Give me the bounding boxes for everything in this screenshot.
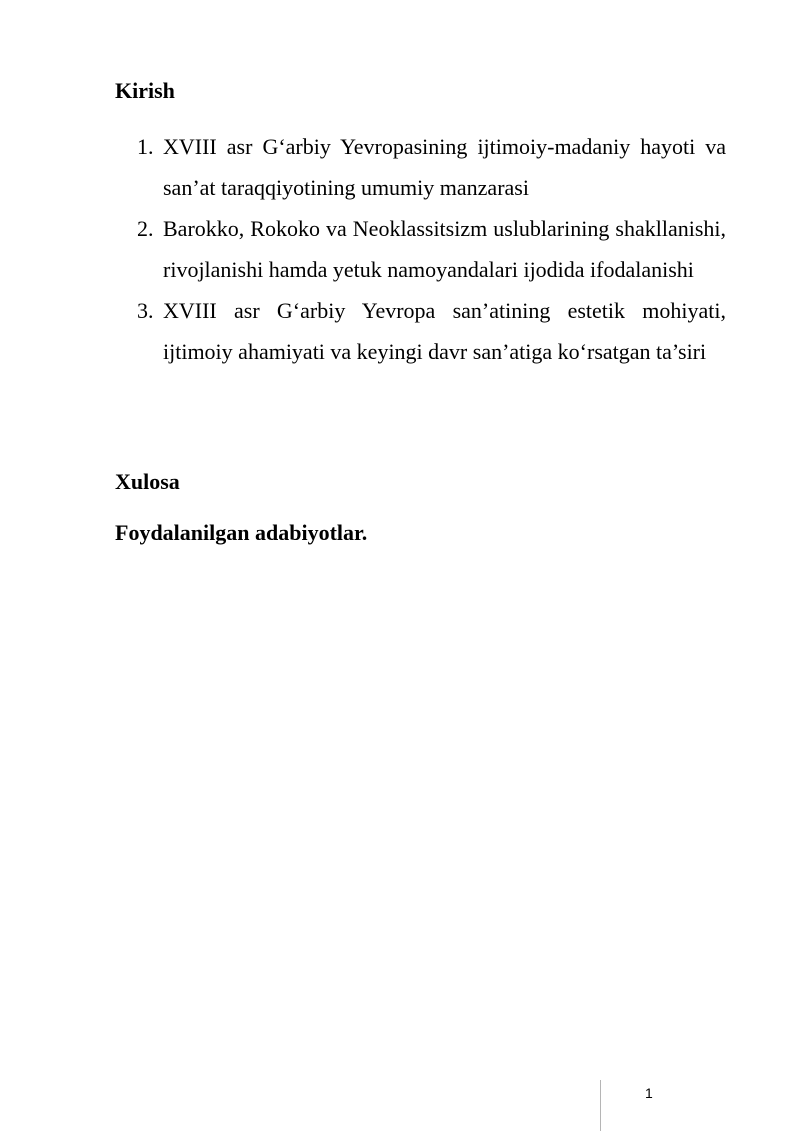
toc-item — [115, 208, 726, 290]
toc-item-text: XVIII asr G‘arbiy Yevropa san’atining estetik mohiyati, ijtimoiy ahamiyati va keyingi davr san’atiga ko‘rsatgan ta’siri — [163, 298, 726, 364]
intro-heading: Kirish — [115, 78, 175, 103]
toc-item-number: 3. — [137, 298, 154, 323]
table-of-contents — [115, 126, 726, 372]
conclusion-heading: Xulosa — [115, 469, 180, 494]
page-number: 1 — [645, 1085, 653, 1101]
toc-item-number: 2. — [137, 216, 154, 241]
toc-item-number: 1. — [137, 134, 154, 159]
toc-item — [115, 290, 726, 372]
toc-item-text: Barokko, Rokoko va Neoklassitsizm uslublarining shakllanishi, rivojlanishi hamda yetuk namoyandalari ijodida ifodalanishi — [163, 216, 726, 282]
footer-divider — [600, 1080, 601, 1131]
toc-item — [115, 126, 726, 208]
references-heading: Foydalanilgan adabiyotlar. — [115, 520, 368, 545]
toc-item-text: XVIII asr G‘arbiy Yevropasining ijtimoiy-madaniy hayoti va san’at taraqqiyotining umumiy manzarasi — [163, 134, 726, 200]
